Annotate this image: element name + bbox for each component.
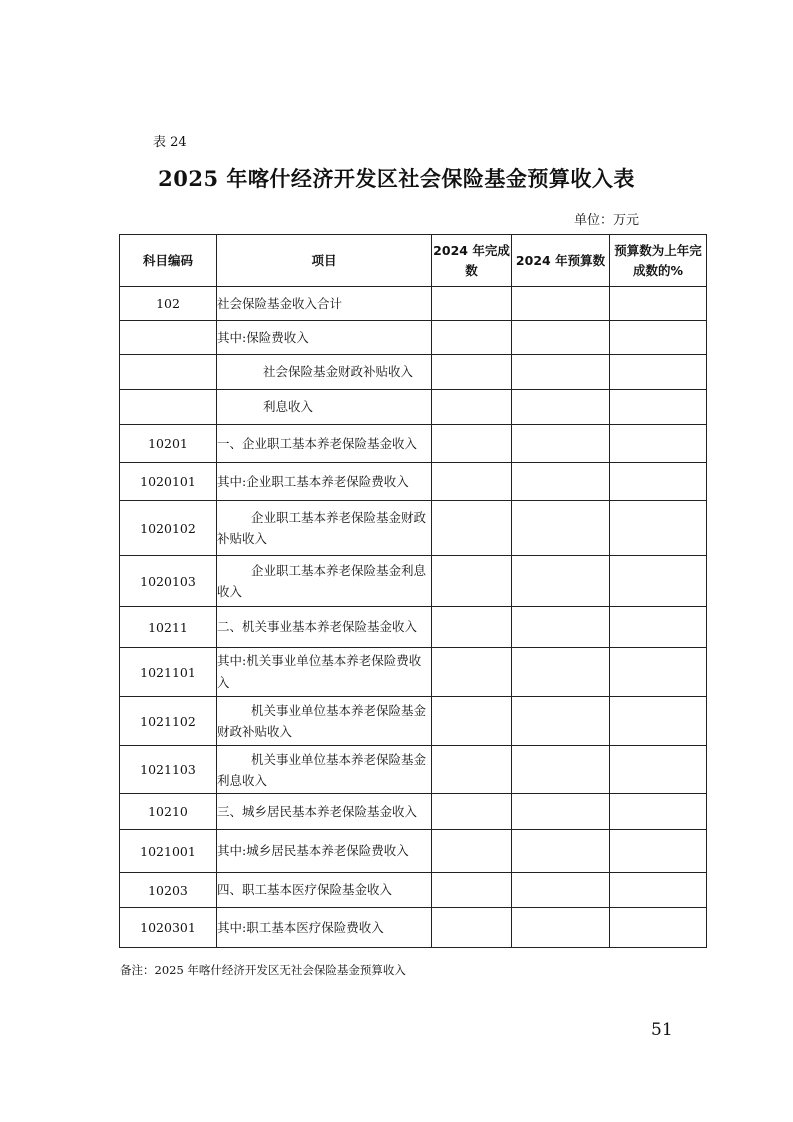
cell-empty [432,746,512,794]
unit-label: 单位：万元 [574,213,640,228]
row-item: 其中:企业职工基本养老保险费收入 [217,463,432,501]
cell-empty [512,794,610,830]
table-row [120,648,707,697]
table-row [120,390,707,425]
table-row [120,425,707,463]
header-ratio: 预算数为上年完成数的% [610,235,707,287]
cell-empty [512,908,610,948]
row-item: 其中:职工基本医疗保险费收入 [217,908,432,948]
row-item: 社会保险基金收入合计 [217,287,432,321]
cell-empty [512,607,610,648]
row-item: 企业职工基本养老保险基金利息收入 [217,556,432,607]
cell-empty [512,746,610,794]
cell-empty [610,463,707,501]
cell-empty [512,556,610,607]
cell-empty [432,355,512,390]
row-code: 102 [120,287,217,321]
header-code: 科目编码 [120,235,217,287]
row-code: 1021102 [120,697,217,746]
row-item: 机关事业单位基本养老保险基金财政补贴收入 [217,697,432,746]
row-item: 二、机关事业基本养老保险基金收入 [217,607,432,648]
cell-empty [432,501,512,556]
cell-empty [432,390,512,425]
cell-empty [432,556,512,607]
table-row [120,556,707,607]
row-code: 10201 [120,425,217,463]
cell-empty [432,873,512,908]
row-item: 利息收入 [217,390,432,425]
cell-empty [432,908,512,948]
cell-empty [432,830,512,873]
cell-empty [512,830,610,873]
table-row [120,501,707,556]
header-completed-2024: 2024 年完成数 [432,235,512,287]
cell-empty [512,287,610,321]
cell-empty [512,501,610,556]
row-item: 其中:机关事业单位基本养老保险费收入 [217,648,432,697]
row-code: 1020102 [120,501,217,556]
cell-empty [610,697,707,746]
row-item: 四、职工基本医疗保险基金收入 [217,873,432,908]
cell-empty [512,648,610,697]
table-row [120,463,707,501]
cell-empty [512,390,610,425]
row-code: 1021103 [120,746,217,794]
row-code: 10203 [120,873,217,908]
row-item: 三、城乡居民基本养老保险基金收入 [217,794,432,830]
cell-empty [610,355,707,390]
row-item: 企业职工基本养老保险基金财政补贴收入 [217,501,432,556]
table-row [120,321,707,355]
cell-empty [432,648,512,697]
row-code: 1020301 [120,908,217,948]
table-row [120,830,707,873]
cell-empty [512,321,610,355]
cell-empty [512,873,610,908]
budget-table [119,234,707,948]
row-code: 1020101 [120,463,217,501]
cell-empty [610,746,707,794]
row-item: 社会保险基金财政补贴收入 [217,355,432,390]
header-budget-2024: 2024 年预算数 [512,235,610,287]
cell-empty [610,501,707,556]
cell-empty [512,697,610,746]
cell-empty [610,873,707,908]
row-item: 一、企业职工基本养老保险基金收入 [217,425,432,463]
cell-empty [432,463,512,501]
row-item: 其中:保险费收入 [217,321,432,355]
row-code: 1021101 [120,648,217,697]
row-item: 机关事业单位基本养老保险基金利息收入 [217,746,432,794]
cell-empty [432,425,512,463]
table-row [120,794,707,830]
cell-empty [610,321,707,355]
header-item: 项目 [217,235,432,287]
row-code: 10211 [120,607,217,648]
cell-empty [610,287,707,321]
cell-empty [610,648,707,697]
page-number: 51 [651,1020,673,1040]
row-code [120,321,217,355]
row-code: 1020103 [120,556,217,607]
row-code: 1021001 [120,830,217,873]
cell-empty [432,287,512,321]
cell-empty [610,830,707,873]
cell-empty [512,425,610,463]
cell-empty [512,355,610,390]
cell-empty [432,321,512,355]
table-row [120,908,707,948]
table-row [120,607,707,648]
cell-empty [610,607,707,648]
cell-empty [432,607,512,648]
table-header-row [120,235,707,287]
cell-empty [512,463,610,501]
row-code [120,355,217,390]
cell-empty [610,390,707,425]
cell-empty [432,794,512,830]
table-label: 表 24 [153,135,187,150]
table-row [120,746,707,794]
cell-empty [610,794,707,830]
row-item: 其中:城乡居民基本养老保险费收入 [217,830,432,873]
cell-empty [610,556,707,607]
page-title: 2025 年喀什经济开发区社会保险基金预算收入表 [158,166,635,191]
table-row [120,287,707,321]
cell-empty [610,908,707,948]
row-code [120,390,217,425]
table-row [120,697,707,746]
table-row [120,873,707,908]
cell-empty [610,425,707,463]
footnote: 备注：2025 年喀什经济开发区无社会保险基金预算收入 [120,963,406,977]
row-code: 10210 [120,794,217,830]
cell-empty [432,697,512,746]
table-row [120,355,707,390]
